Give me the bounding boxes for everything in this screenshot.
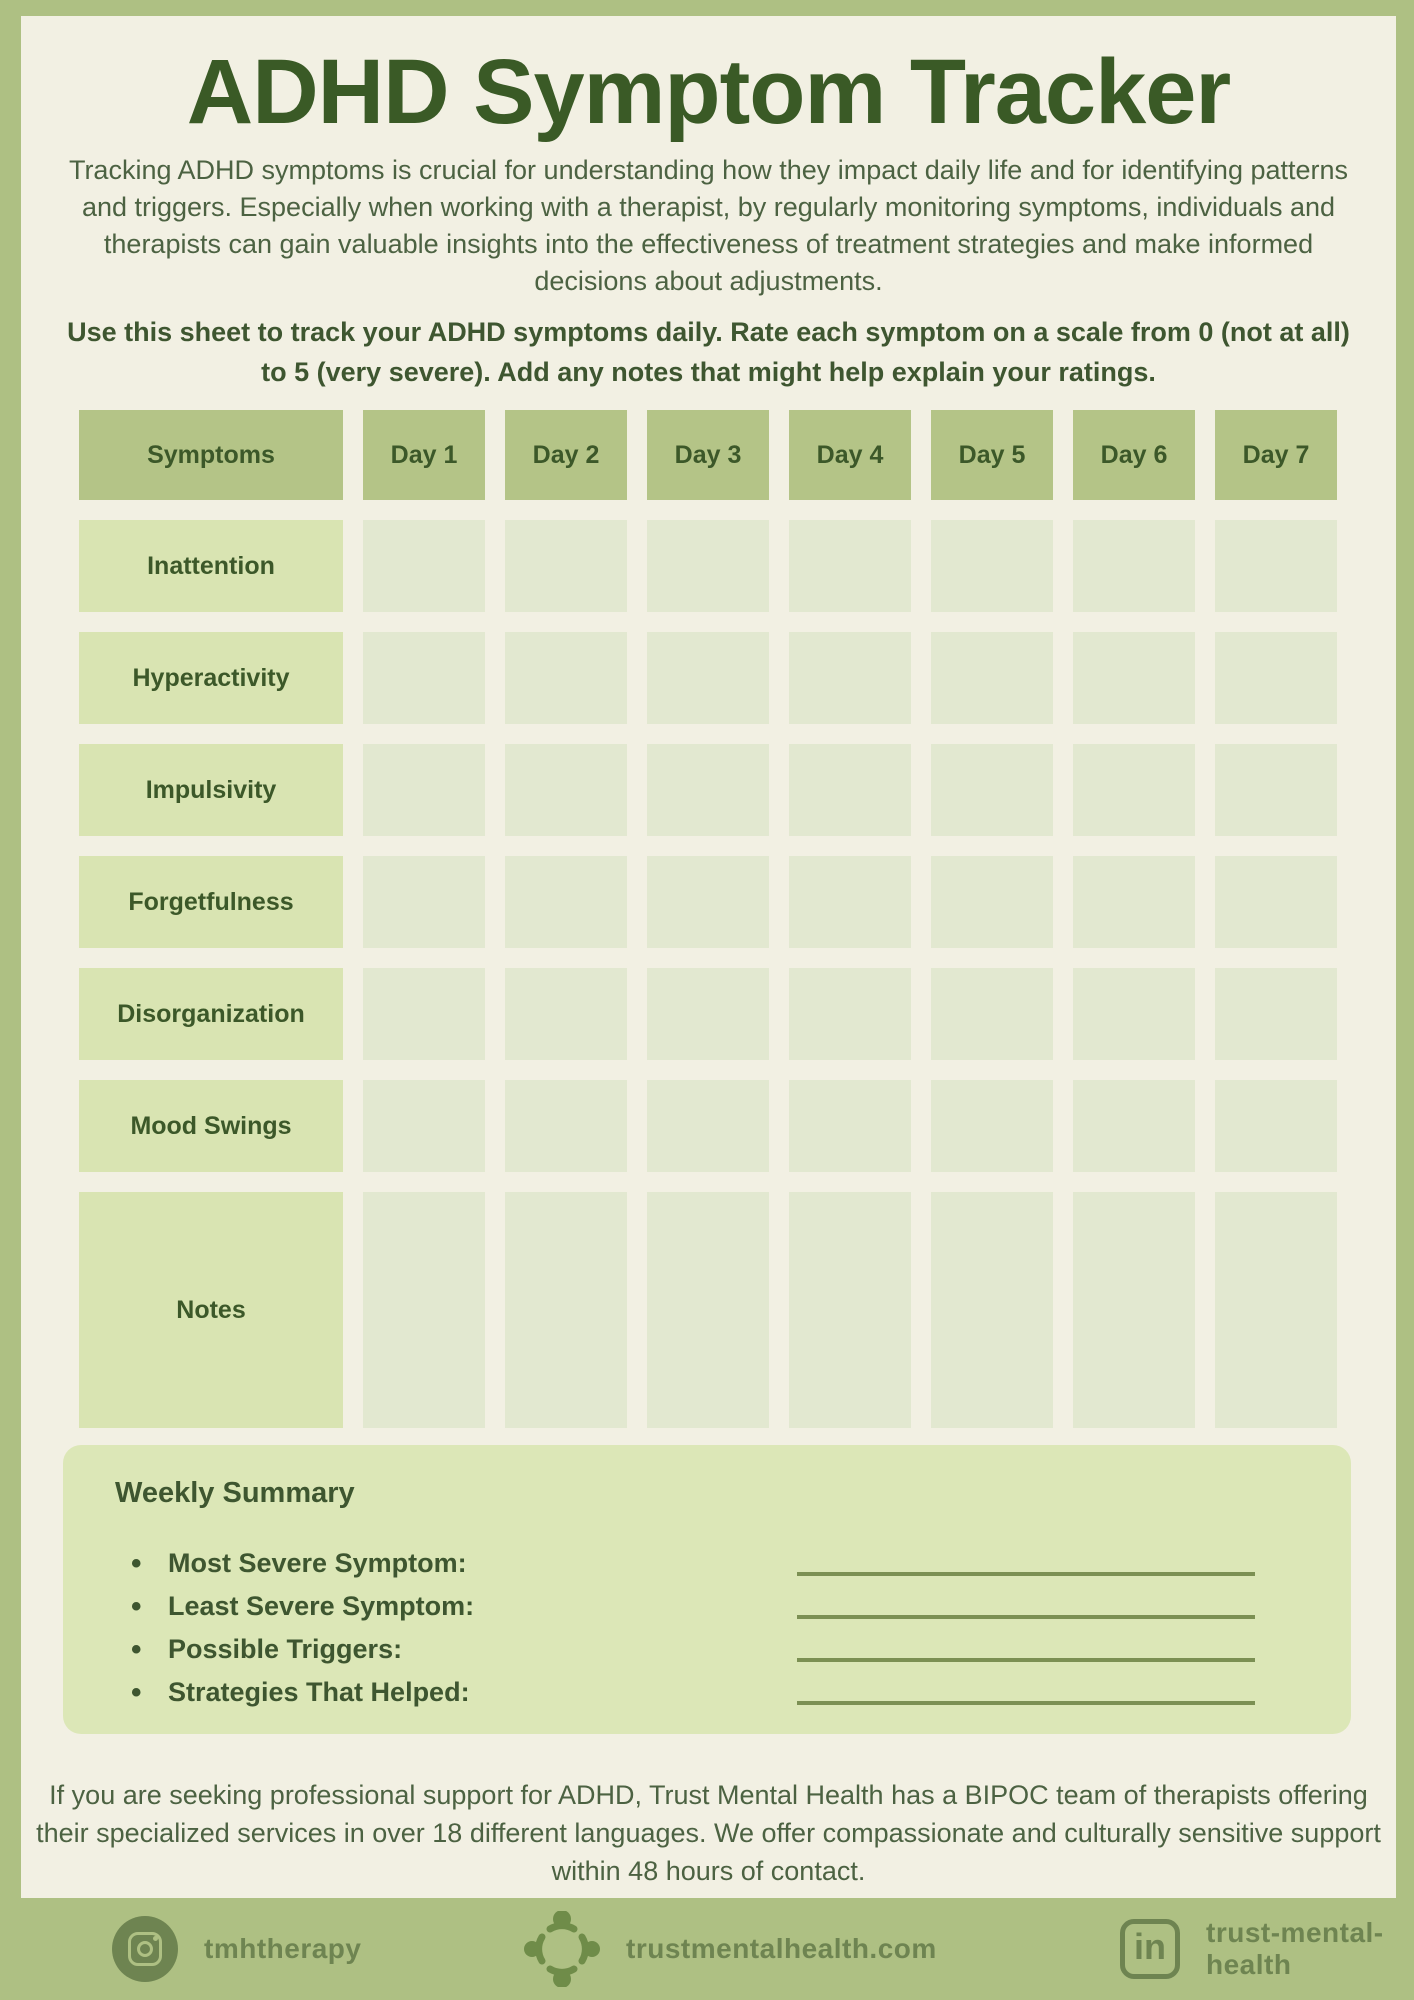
- header-cell: Day 6: [1073, 410, 1195, 500]
- symptom-label: Hyperactivity: [79, 632, 343, 724]
- weekly-summary-list: [63, 1542, 1351, 1714]
- symptom-label: Mood Swings: [79, 1080, 343, 1172]
- rating-cell[interactable]: [1073, 1080, 1195, 1172]
- header-cell: Day 3: [647, 410, 769, 500]
- website-url: trustmentalhealth.com: [626, 1933, 937, 1964]
- symptom-label: Disorganization: [79, 968, 343, 1060]
- rating-cell[interactable]: [1073, 744, 1195, 836]
- rating-cell[interactable]: [789, 632, 911, 724]
- summary-item-label: • Most Severe Symptom:: [168, 1548, 467, 1578]
- rating-cell[interactable]: [1073, 520, 1195, 612]
- instagram-handle: tmhtherapy: [204, 1933, 362, 1964]
- rating-cell[interactable]: [1215, 1080, 1337, 1172]
- rating-cell[interactable]: [789, 1080, 911, 1172]
- instagram-link[interactable]: [112, 1898, 361, 2000]
- summary-item: [63, 1542, 1351, 1585]
- website-link[interactable]: [524, 1898, 937, 2000]
- summary-fill-line[interactable]: [797, 1572, 1255, 1576]
- notes-cell[interactable]: [505, 1192, 627, 1428]
- rating-cell[interactable]: [1215, 968, 1337, 1060]
- rating-cell[interactable]: [363, 632, 485, 724]
- rating-cell[interactable]: [931, 744, 1053, 836]
- rating-cell[interactable]: [363, 856, 485, 948]
- rating-cell[interactable]: [789, 968, 911, 1060]
- rating-cell[interactable]: [647, 1080, 769, 1172]
- rating-cell[interactable]: [931, 856, 1053, 948]
- header-cell: Day 7: [1215, 410, 1337, 500]
- rating-cell[interactable]: [505, 632, 627, 724]
- symptom-label: Impulsivity: [79, 744, 343, 836]
- summary-item: [63, 1628, 1351, 1671]
- rating-cell[interactable]: [789, 520, 911, 612]
- rating-cell[interactable]: [363, 968, 485, 1060]
- rating-cell[interactable]: [1073, 856, 1195, 948]
- rating-cell[interactable]: [931, 1080, 1053, 1172]
- rating-cell[interactable]: [647, 856, 769, 948]
- rating-cell[interactable]: [647, 632, 769, 724]
- notes-cell[interactable]: [363, 1192, 485, 1428]
- rating-cell[interactable]: [505, 1080, 627, 1172]
- summary-item-label: • Strategies That Helped:: [168, 1677, 470, 1707]
- rating-cell[interactable]: [931, 520, 1053, 612]
- notes-cell[interactable]: [1073, 1192, 1195, 1428]
- header-cell: Symptoms: [79, 410, 343, 500]
- rating-cell[interactable]: [363, 520, 485, 612]
- notes-cell[interactable]: [647, 1192, 769, 1428]
- rating-cell[interactable]: [789, 856, 911, 948]
- rating-cell[interactable]: [1215, 632, 1337, 724]
- weekly-summary-heading: Weekly Summary: [115, 1477, 355, 1509]
- rating-cell[interactable]: [931, 968, 1053, 1060]
- instagram-icon: [112, 1916, 178, 1982]
- rating-cell[interactable]: [505, 856, 627, 948]
- summary-item: [63, 1671, 1351, 1714]
- trust-mental-health-logo-icon: [524, 1911, 600, 1987]
- rating-cell[interactable]: [1215, 744, 1337, 836]
- rating-cell[interactable]: [1073, 968, 1195, 1060]
- rating-cell[interactable]: [931, 632, 1053, 724]
- notes-cell[interactable]: [1215, 1192, 1337, 1428]
- rating-cell[interactable]: [363, 744, 485, 836]
- summary-fill-line[interactable]: [797, 1658, 1255, 1662]
- symptom-label: Inattention: [79, 520, 343, 612]
- header-cell: Day 4: [789, 410, 911, 500]
- header-cell: Day 2: [505, 410, 627, 500]
- intro-text: Tracking ADHD symptoms is crucial for understanding how they impact daily life and for identifying patterns and triggers. Especially when working with a therapist, by regularly monitoring symptoms, individuals and therapists can gain valuable insights into the effectiveness of treatment strategies and make informed decisions about adjustments.: [68, 155, 1349, 296]
- header-cell: Day 5: [931, 410, 1053, 500]
- linkedin-handle: trust-mental-health: [1206, 1917, 1384, 1980]
- summary-item-label: • Possible Triggers:: [168, 1634, 403, 1664]
- rating-cell[interactable]: [789, 744, 911, 836]
- notes-cell[interactable]: [789, 1192, 911, 1428]
- instructions-text: Use this sheet to track your ADHD symptoms daily. Rate each symptom on a scale from 0 (not at all) to 5 (very severe). Add any notes that might help explain your ratings.: [67, 317, 1350, 387]
- symptom-label: Forgetfulness: [79, 856, 343, 948]
- linkedin-icon: in: [1120, 1919, 1180, 1979]
- summary-fill-line[interactable]: [797, 1701, 1255, 1705]
- rating-cell[interactable]: [505, 744, 627, 836]
- page-title: ADHD Symptom Tracker: [186, 41, 1231, 143]
- header-cell: Day 1: [363, 410, 485, 500]
- rating-cell[interactable]: [505, 520, 627, 612]
- rating-cell[interactable]: [363, 1080, 485, 1172]
- summary-item-label: • Least Severe Symptom:: [168, 1591, 475, 1621]
- symptom-label: Notes: [79, 1192, 343, 1428]
- rating-cell[interactable]: [1215, 520, 1337, 612]
- rating-cell[interactable]: [647, 520, 769, 612]
- summary-fill-line[interactable]: [797, 1615, 1255, 1619]
- summary-item: [63, 1585, 1351, 1628]
- rating-cell[interactable]: [647, 968, 769, 1060]
- rating-cell[interactable]: [505, 968, 627, 1060]
- rating-cell[interactable]: [1215, 856, 1337, 948]
- notes-cell[interactable]: [931, 1192, 1053, 1428]
- linkedin-link[interactable]: [1120, 1898, 1414, 2000]
- footer-note-text: If you are seeking professional support for ADHD, Trust Mental Health has a BIPOC team of therapists offering their specialized services in over 18 different languages. We offer compassionate and culturally sensitive support within 48 hours of contact.: [36, 1780, 1381, 1886]
- footer-bar: [0, 1898, 1414, 2000]
- weekly-summary-box: [63, 1445, 1351, 1734]
- rating-cell[interactable]: [647, 744, 769, 836]
- symptom-table: [79, 410, 1337, 1428]
- worksheet-card: [21, 16, 1396, 1898]
- rating-cell[interactable]: [1073, 632, 1195, 724]
